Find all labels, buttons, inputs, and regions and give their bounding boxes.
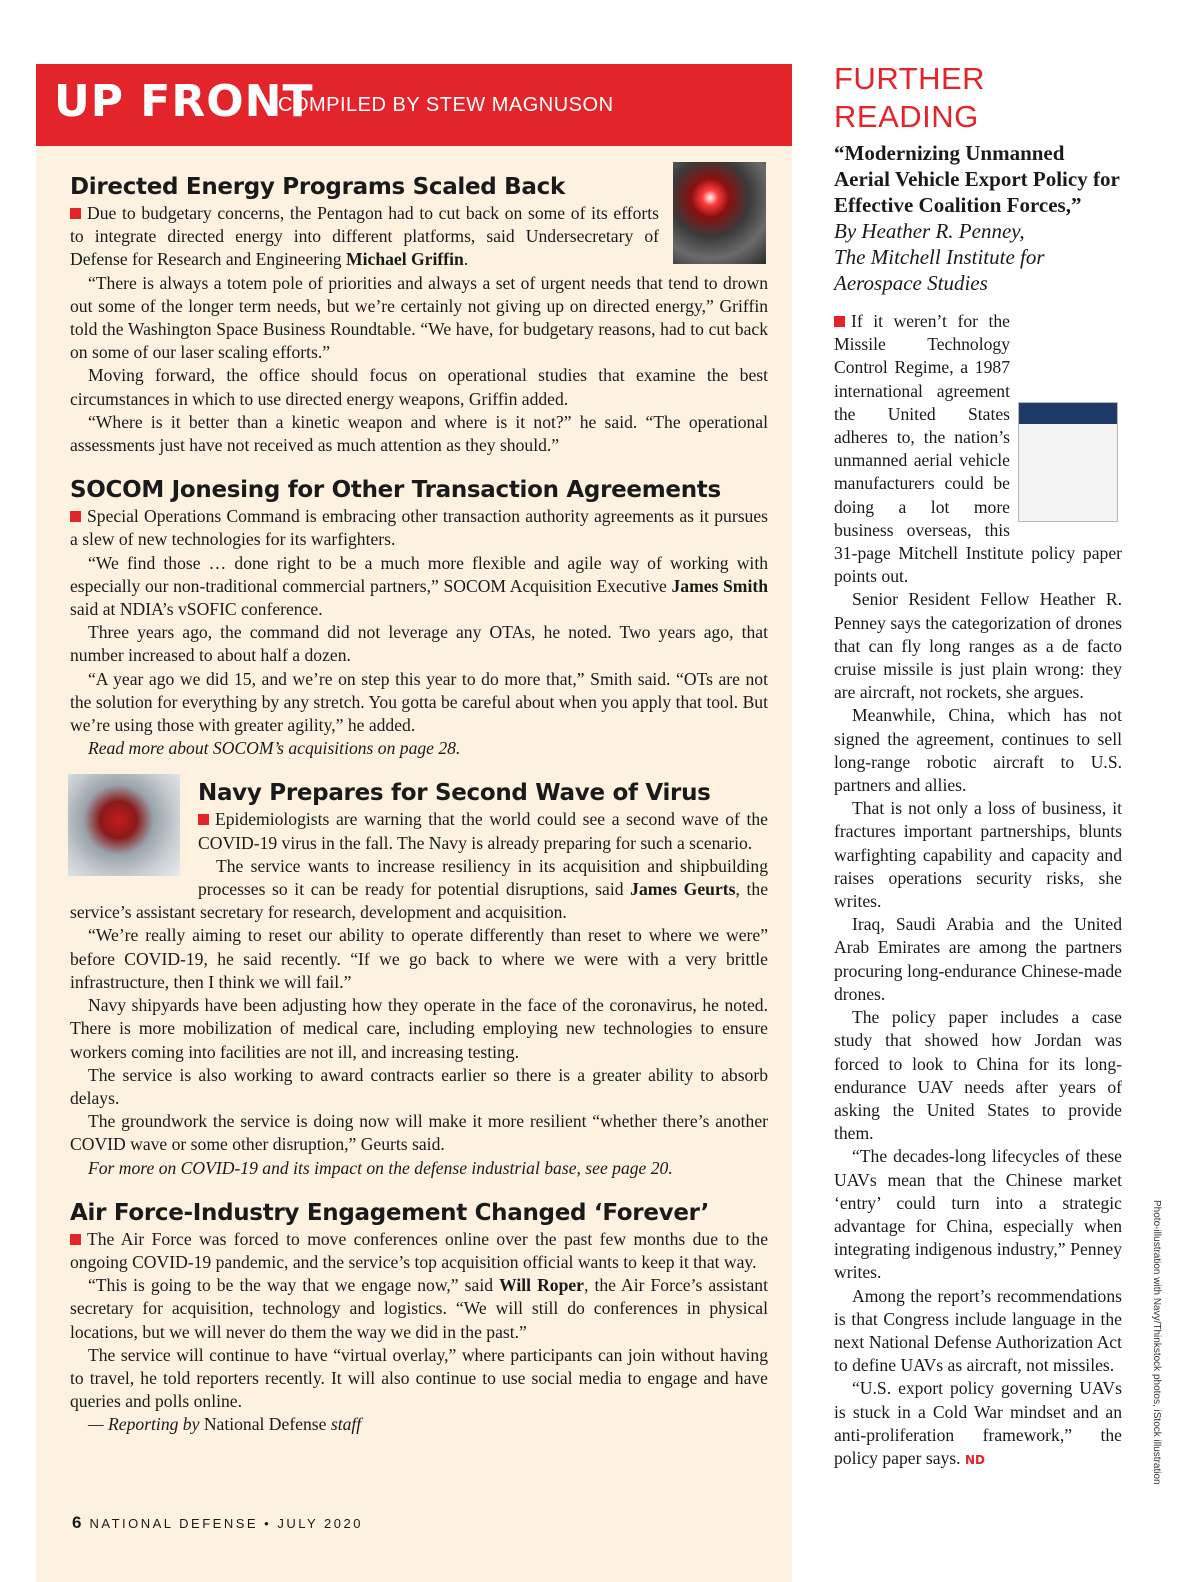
compiled-by: COMPILED BY STEW MAGNUSON [278,94,614,116]
section-banner [36,64,792,146]
article-paragraph: “We’re really aiming to reset our ability to operate differently than reset to where we were” before COVID-19, he said recently. “If we go back to where we were with a very brittle infrastructure, then I think we will fail.” [70,925,768,992]
person-name: James Smith [671,575,768,596]
sidebar-paragraph: “U.S. export policy governing UAVs is stuck in a Cold War mindset and an anti-proliferation framework,” the policy paper says. ND [834,1378,1122,1468]
article-navy [70,778,768,1179]
bullet-square-icon [834,316,845,327]
article-paragraph: Special Operations Command is embracing other transaction authority agreements as it pursues a slew of new technologies for its warfighters. [70,506,768,550]
further-reading-sidebar [834,60,1122,1472]
byline-signoff: — Reporting by National Defense staff [88,1414,362,1435]
paper-publisher: The Mitchell Institute for [834,245,1045,269]
person-name: Will Roper [499,1275,584,1296]
article-paragraph: The groundwork the service is doing now will make it more resilient “whether there’s another COVID wave or some other disruption,” Geurts said. [70,1111,768,1155]
article-paragraph: The Air Force was forced to move conferences online over the past few months due to the ongoing COVID-19 pandemic, and the service’s top acquisition official wants to keep it that way. [70,1228,768,1272]
photo-credit: Photo-illustration with Navy/Thinkstock photos, iStock illustration [1151,1200,1162,1485]
article-headline: SOCOM Jonesing for Other Transaction Agreements [70,477,721,504]
sidebar-paragraph: Senior Resident Fellow Heather R. Penney says the categorization of drones that can fly long ranges as a de facto cruise missile is just plain wrong: they are aircraft, not rockets, she argues. [834,589,1122,703]
sidebar-paragraph: If it weren’t for the Missile Technology Control Regime, a 1987 international agreement the United States adheres to, the nation’s unmanned aerial vehicle manufacturers could be doing a lot more business overseas, this 31-page Mitchell Institute policy paper points out. [834,311,1122,587]
article-paragraph: “A year ago we did 15, and we’re on step this year to do more that,” Smith said. “OTs are not the solution for everything by any stretch. You gotta be careful about when you apply that tool. But we’re using those with greater agility,” he added. [70,668,768,736]
bullet-square-icon [198,814,209,825]
publication-line: NATIONAL DEFENSE • JULY 2020 [89,1516,363,1531]
article-paragraph: “This is going to be the way that we engage now,” said Will Roper, the Air Force’s assistant secretary for acquisition, technology and logistics. “We will still do conferences in physical locations, but we will never do them the way we did in the past.” [70,1275,768,1342]
article-socom [70,475,768,760]
section-title: UP FRONT [54,76,314,127]
sidebar-paragraph: Iraq, Saudi Arabia and the United Arab Emirates are among the partners procuring long-endurance Chinese-made drones. [834,914,1122,1004]
article-paragraph: Three years ago, the command did not leverage any OTAs, he noted. Two years ago, that number increased to about half a dozen. [70,622,768,666]
policy-paper-cover-image [1018,402,1118,522]
bullet-square-icon [70,208,81,219]
sidebar-paragraph: Among the report’s recommendations is that Congress include language in the next National Defense Authorization Act to define UAVs as aircraft, not missiles. [834,1285,1122,1376]
article-headline: Air Force-Industry Engagement Changed ‘Forever’ [70,1199,710,1226]
page-number: 6 [72,1513,82,1532]
article-paragraph: “Where is it better than a kinetic weapon and where is it not?” he said. “The operational assessments just have not received as much attention as they should.” [70,411,768,456]
laser-weapon-photo [673,162,766,264]
article-paragraph: Moving forward, the office should focus on operational studies that examine the best circumstances in which to use directed energy weapons, Griffin added. [70,365,768,409]
sidebar-paragraph: The policy paper includes a case study that showed how Jordan was forced to look to China for its long-endurance UAV needs after years of asking the United States to provide them. [834,1007,1122,1144]
cross-reference: For more on COVID-19 and its impact on the defense industrial base, see page 20. [88,1157,673,1178]
article-paragraph: “There is always a totem pole of priorities and always a set of urgent needs that tend to drown out some of the longer term needs, but we’re certainly not giving up on directed energy,” Griffin told the Washington Space Business Roundtable. “We have, for budgetary reasons, had to cut back on some of our laser scaling efforts.” [70,272,768,363]
paper-author: By Heather R. Penney, [834,219,1025,243]
article-paragraph: The service wants to increase resiliency in its acquisition and shipbuilding processes so it can be ready for potential disruptions, said James Geurts, the service’s assistant secretary for research, development and acquisition. [70,855,768,923]
article-directed-energy [70,172,768,457]
article-paragraph: The service will continue to have “virtual overlay,” where participants can join without having to travel, he told reporters recently. It will also continue to use social media to engage and have queries and polls online. [70,1344,768,1412]
paper-publisher: Aerospace Studies [834,271,988,295]
sidebar-heading: FURTHER READING [834,61,986,134]
sidebar-paragraph: That is not only a loss of business, it fractures important partnerships, blunts warfighting capability and capacity and raises operations security risks, she writes. [834,798,1122,912]
article-paragraph: Navy shipyards have been adjusting how they operate in the face of the coronavirus, he noted. There is more mobilization of medical care, including employing new technologies to ensure workers coming into facilities are not ill, and increasing testing. [70,995,768,1062]
article-paragraph: “We find those … done right to be a much more flexible and agile way of working with especially our non-traditional commercial partners,” SOCOM Acquisition Executive James Smith said at NDIA’s vSOFIC conference. [70,552,768,620]
bullet-square-icon [70,1234,81,1245]
article-air-force [70,1198,768,1437]
page-footer [72,1513,363,1533]
article-paragraph: Epidemiologists are warning that the world could see a second wave of the COVID-19 virus in the fall. The Navy is already preparing for such a scenario. [198,809,768,853]
virus-illustration [68,774,180,876]
cross-reference: Read more about SOCOM’s acquisitions on page 28. [88,738,461,759]
person-name: Michael Griffin [346,249,464,270]
bullet-square-icon [70,511,81,522]
article-paragraph: The service is also working to award contracts earlier so there is a greater ability to absorb delays. [70,1064,768,1108]
article-headline: Navy Prepares for Second Wave of Virus [198,780,711,807]
article-headline: Directed Energy Programs Scaled Back [70,174,565,200]
article-paragraph: Due to budgetary concerns, the Pentagon had to cut back on some of its efforts to integrate directed energy into different platforms, said Undersecretary of Defense for Research and Engineering Michael Griffin. [70,203,659,270]
person-name: James Geurts [630,879,736,900]
paper-title: “Modernizing Unmanned Aerial Vehicle Export Policy for Effective Coalition Forces,” [834,141,1120,217]
sidebar-paragraph: Meanwhile, China, which has not signed the agreement, continues to sell long-range robotic aircraft to U.S. partners and allies. [834,705,1122,796]
end-mark: ND [964,1452,985,1467]
sidebar-paragraph: “The decades-long lifecycles of these UAVs mean that the Chinese market ‘entry’ could turn into a strategic advantage for China, especially when integrating indigenous industry,” Penney writes. [834,1146,1122,1283]
main-column [70,172,768,1437]
